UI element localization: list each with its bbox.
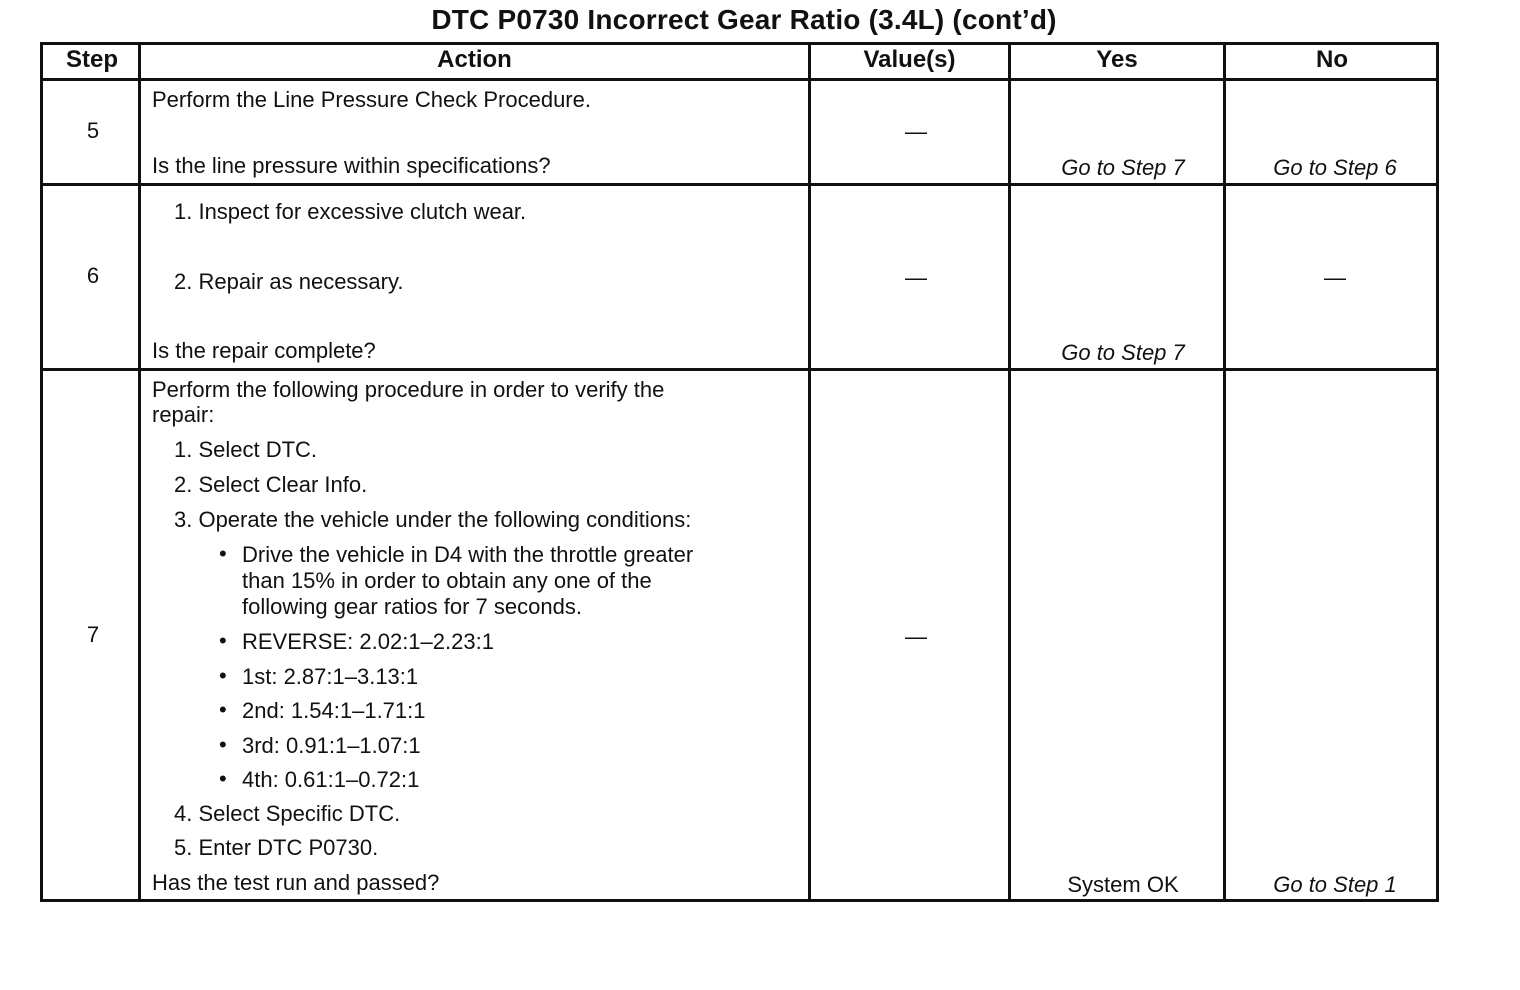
- step-number: 5: [86, 118, 100, 143]
- bullet-icon: •: [219, 697, 227, 722]
- yes-action: Go to Step 7: [1061, 155, 1185, 180]
- value-dash: —: [905, 119, 927, 144]
- yes-action: System OK: [1067, 872, 1179, 897]
- bullet-text: following gear ratios for 7 seconds.: [242, 594, 582, 619]
- action-text: Perform the following procedure in order to verify the: [152, 377, 665, 402]
- step-number: 7: [86, 622, 100, 647]
- no-action: Go to Step 1: [1273, 872, 1397, 897]
- header-yes: Yes: [1096, 46, 1138, 73]
- bullet-icon: •: [219, 663, 227, 688]
- value-dash: —: [905, 265, 927, 290]
- header-no: No: [1316, 46, 1348, 73]
- list-item: 4. Select Specific DTC.: [174, 801, 401, 826]
- row-divider: [40, 183, 1439, 186]
- step-number: 6: [86, 263, 100, 288]
- bullet-text: 2nd: 1.54:1–1.71:1: [242, 698, 426, 723]
- yes-action: Go to Step 7: [1061, 340, 1185, 365]
- header-step: Step: [65, 46, 118, 73]
- action-text: Perform the Line Pressure Check Procedure.: [152, 87, 591, 112]
- column-divider: [808, 42, 811, 902]
- bullet-icon: •: [219, 766, 227, 791]
- page-title: DTC P0730 Incorrect Gear Ratio (3.4L) (cont’d): [431, 4, 1057, 35]
- bullet-text: REVERSE: 2.02:1–2.23:1: [242, 629, 494, 654]
- bullet-text: Drive the vehicle in D4 with the throttle greater: [242, 542, 694, 567]
- action-question: Is the line pressure within specifications?: [152, 153, 551, 178]
- list-item: 1. Select DTC.: [174, 437, 318, 462]
- no-action: —: [1324, 265, 1346, 290]
- header-divider: [40, 78, 1439, 81]
- bullet-text: 4th: 0.61:1–0.72:1: [242, 767, 420, 792]
- list-item: 1. Inspect for excessive clutch wear.: [174, 199, 527, 224]
- header-values: Value(s): [863, 46, 956, 73]
- value-dash: —: [905, 624, 927, 649]
- bullet-text: than 15% in order to obtain any one of the: [242, 568, 652, 593]
- no-action: Go to Step 6: [1273, 155, 1397, 180]
- list-item: 5. Enter DTC P0730.: [174, 835, 379, 860]
- list-item: 2. Select Clear Info.: [174, 472, 368, 497]
- bullet-icon: •: [219, 732, 227, 757]
- bullet-icon: •: [219, 628, 227, 653]
- list-item: 3. Operate the vehicle under the following conditions:: [174, 507, 692, 532]
- bullet-text: 1st: 2.87:1–3.13:1: [242, 664, 419, 689]
- list-item: 2. Repair as necessary.: [174, 269, 404, 294]
- bullet-text: 3rd: 0.91:1–1.07:1: [242, 733, 421, 758]
- row-divider: [40, 368, 1439, 371]
- column-divider: [138, 42, 141, 902]
- action-question: Has the test run and passed?: [152, 870, 440, 895]
- action-text: repair:: [152, 402, 215, 427]
- header-action: Action: [437, 46, 512, 73]
- bullet-icon: •: [219, 541, 227, 566]
- action-question: Is the repair complete?: [152, 338, 376, 363]
